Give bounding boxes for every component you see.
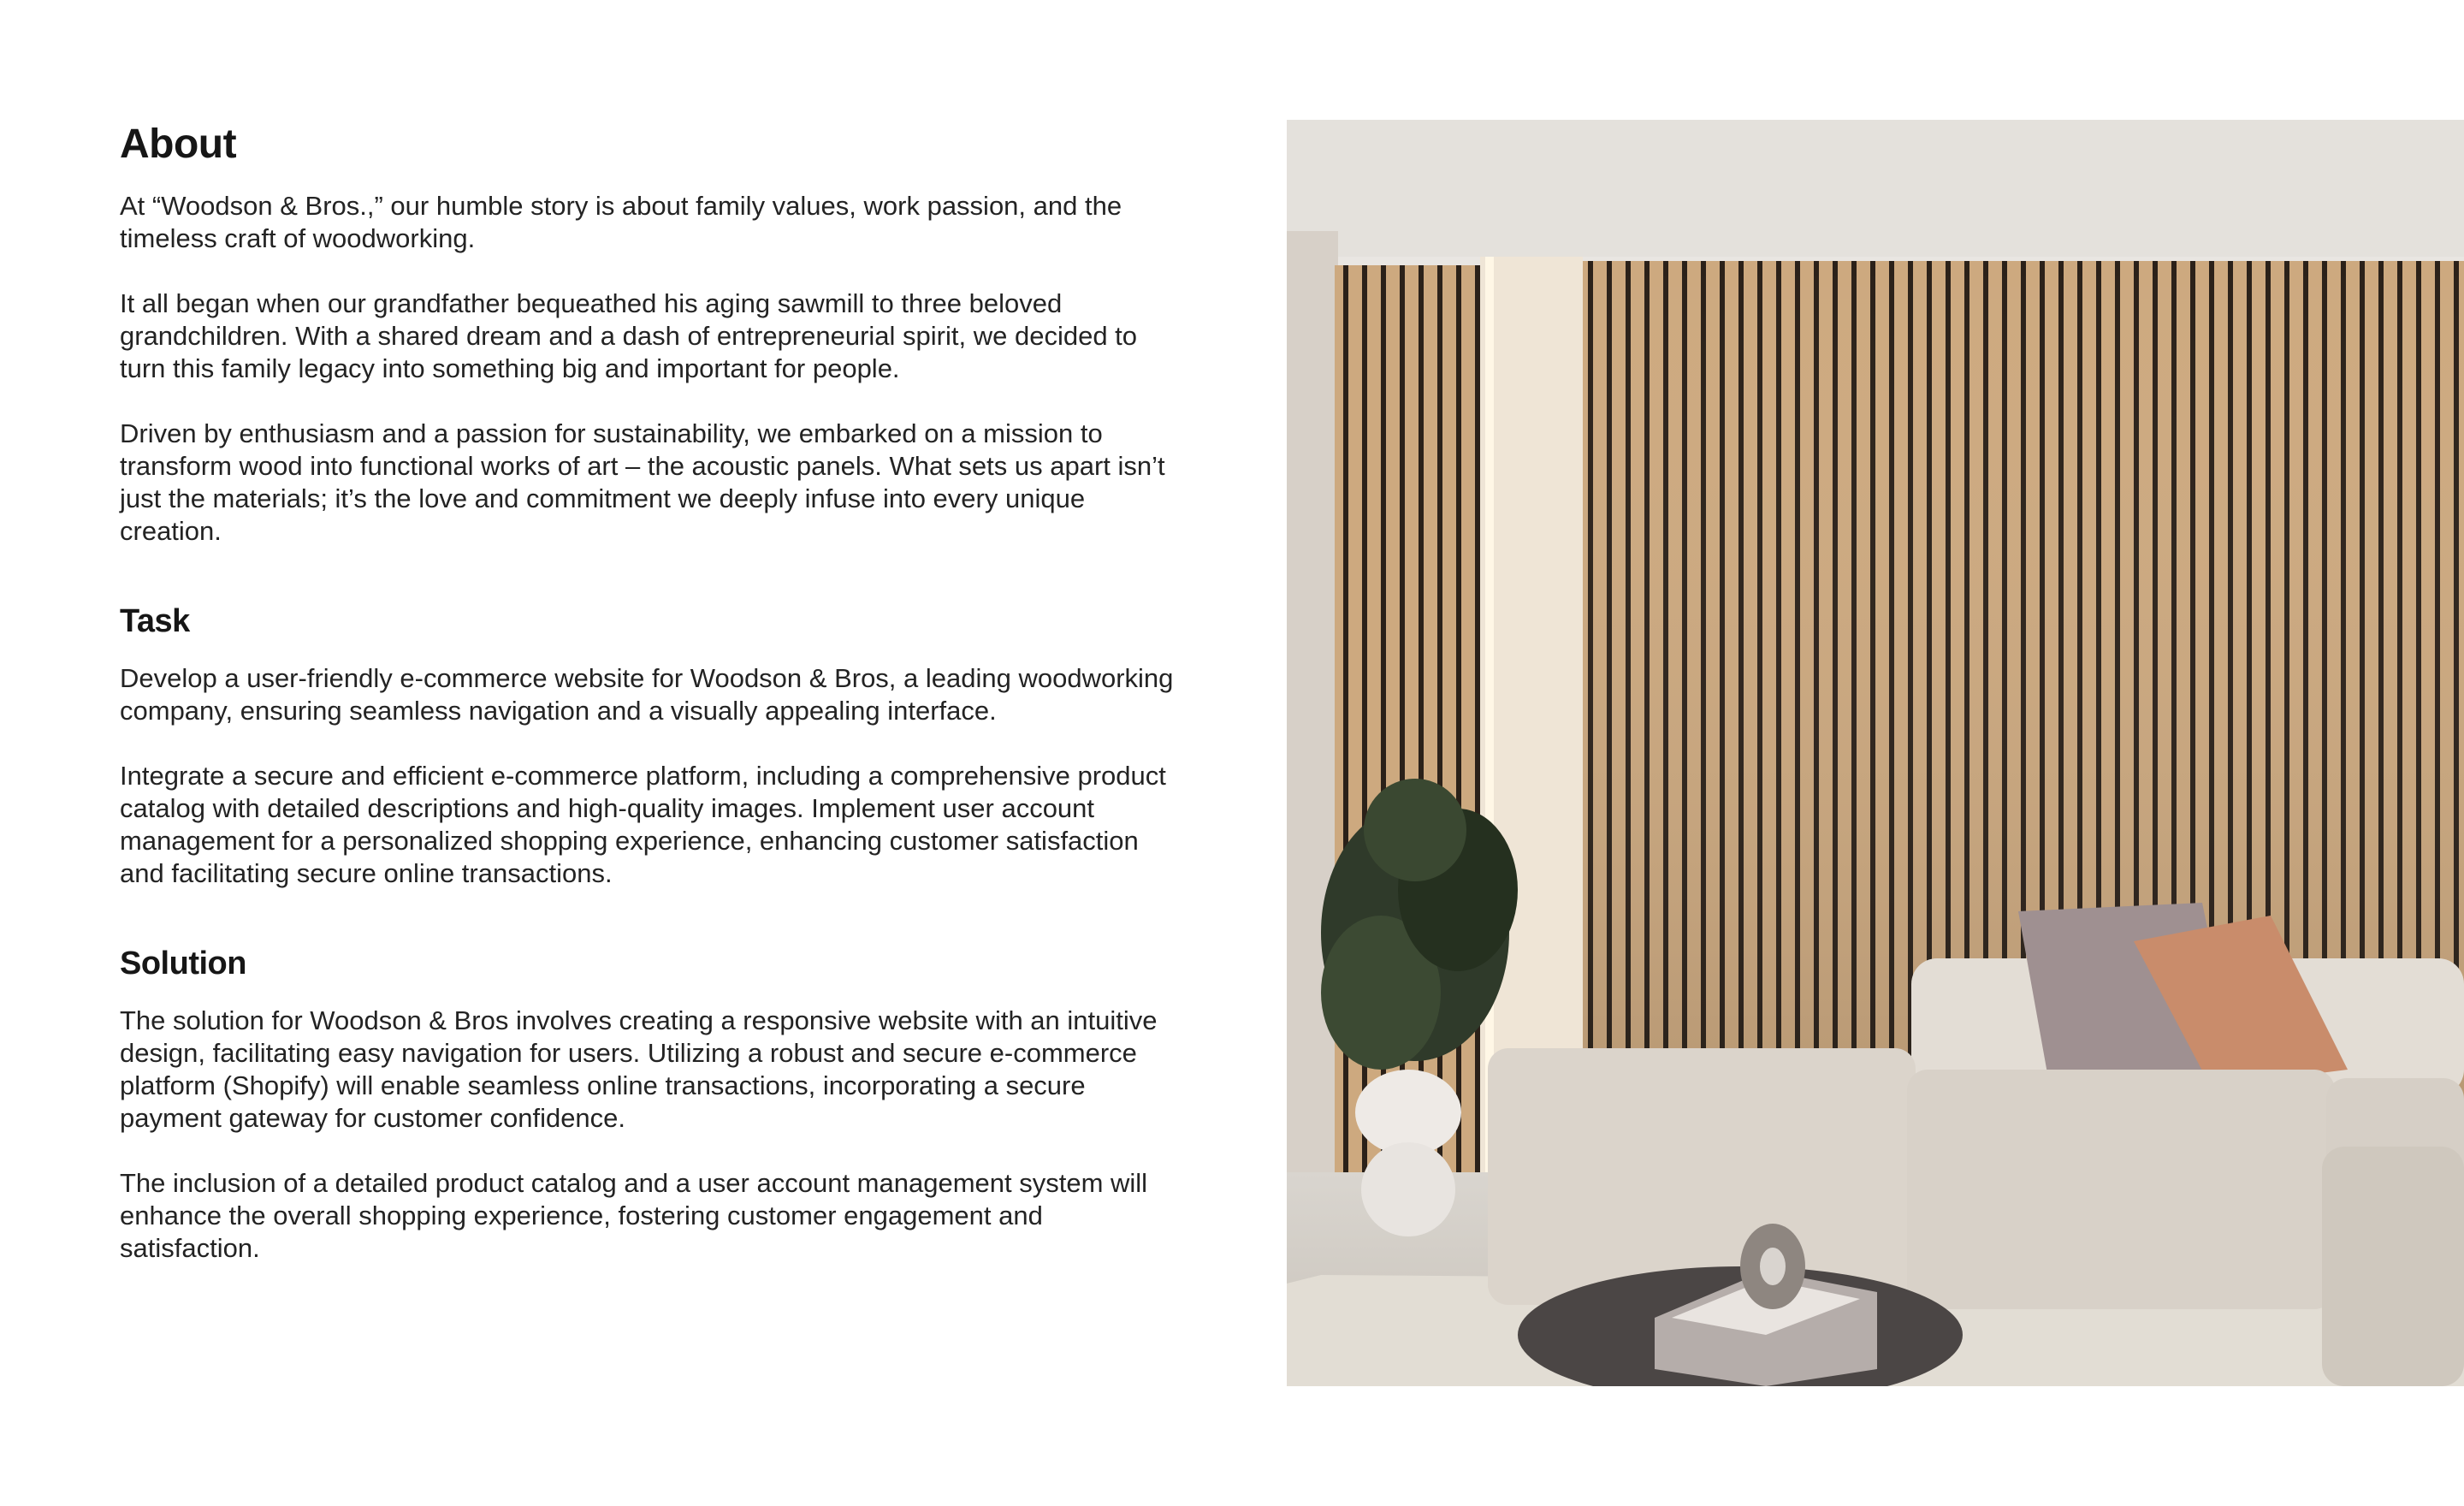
task-paragraph-1: Develop a user-friendly e-commerce website for Woodson & Bros, a leading woodworking company, ensuring seamless navigation and a visually appealing interface.	[120, 663, 1174, 726]
solution-heading: Solution	[120, 946, 246, 981]
task-heading: Task	[120, 603, 190, 639]
solution-paragraph-1: The solution for Woodson & Bros involves creating a responsive website with an intuitive design, facilitating easy navigation for users. Utilizing a robust and secure e-commerce platform (Shopify) will enable seamless online transactions, incorporating a secure payment gateway for customer confidence.	[120, 1005, 1158, 1133]
sofa-seat-left	[1488, 1048, 1916, 1305]
side-wall	[1287, 231, 1338, 1301]
interior-photo	[1287, 120, 2464, 1386]
solution-section	[120, 943, 1181, 1265]
ceiling	[1287, 120, 2464, 257]
solution-paragraph-2: The inclusion of a detailed product catalog and a user account management system will enhance the overall shopping experience, fostering customer engagement and satisfaction.	[120, 1168, 1148, 1263]
about-paragraph-2: It all began when our grandfather bequeathed his aging sawmill to three beloved grandchildren. With a shared dream and a dash of entrepreneurial spirit, we decided to turn this family legacy into something big and important for people.	[120, 288, 1138, 383]
sofa-chaise	[2322, 1147, 2464, 1386]
about-heading: About	[120, 122, 237, 167]
text-column	[120, 120, 1181, 1297]
task-section	[120, 601, 1181, 890]
about-paragraph-1: At “Woodson & Bros.,” our humble story is about family values, work passion, and the timeless craft of woodworking.	[120, 191, 1122, 253]
about-paragraph-3: Driven by enthusiasm and a passion for sustainability, we embarked on a mission to transform wood into functional works of art – the acoustic panels. What sets us apart isn’t just the materials; it’s the love and commitment we deeply infuse into every unique creation.	[120, 418, 1165, 546]
task-paragraph-2: Integrate a secure and efficient e-commerce platform, including a comprehensive product catalog with detailed descriptions and high-quality images. Implement user account management for a personalized shopping experience, enhancing customer satisfaction and facilitating secure online transactions.	[120, 761, 1166, 888]
sofa-seat-mid	[1907, 1070, 2335, 1309]
